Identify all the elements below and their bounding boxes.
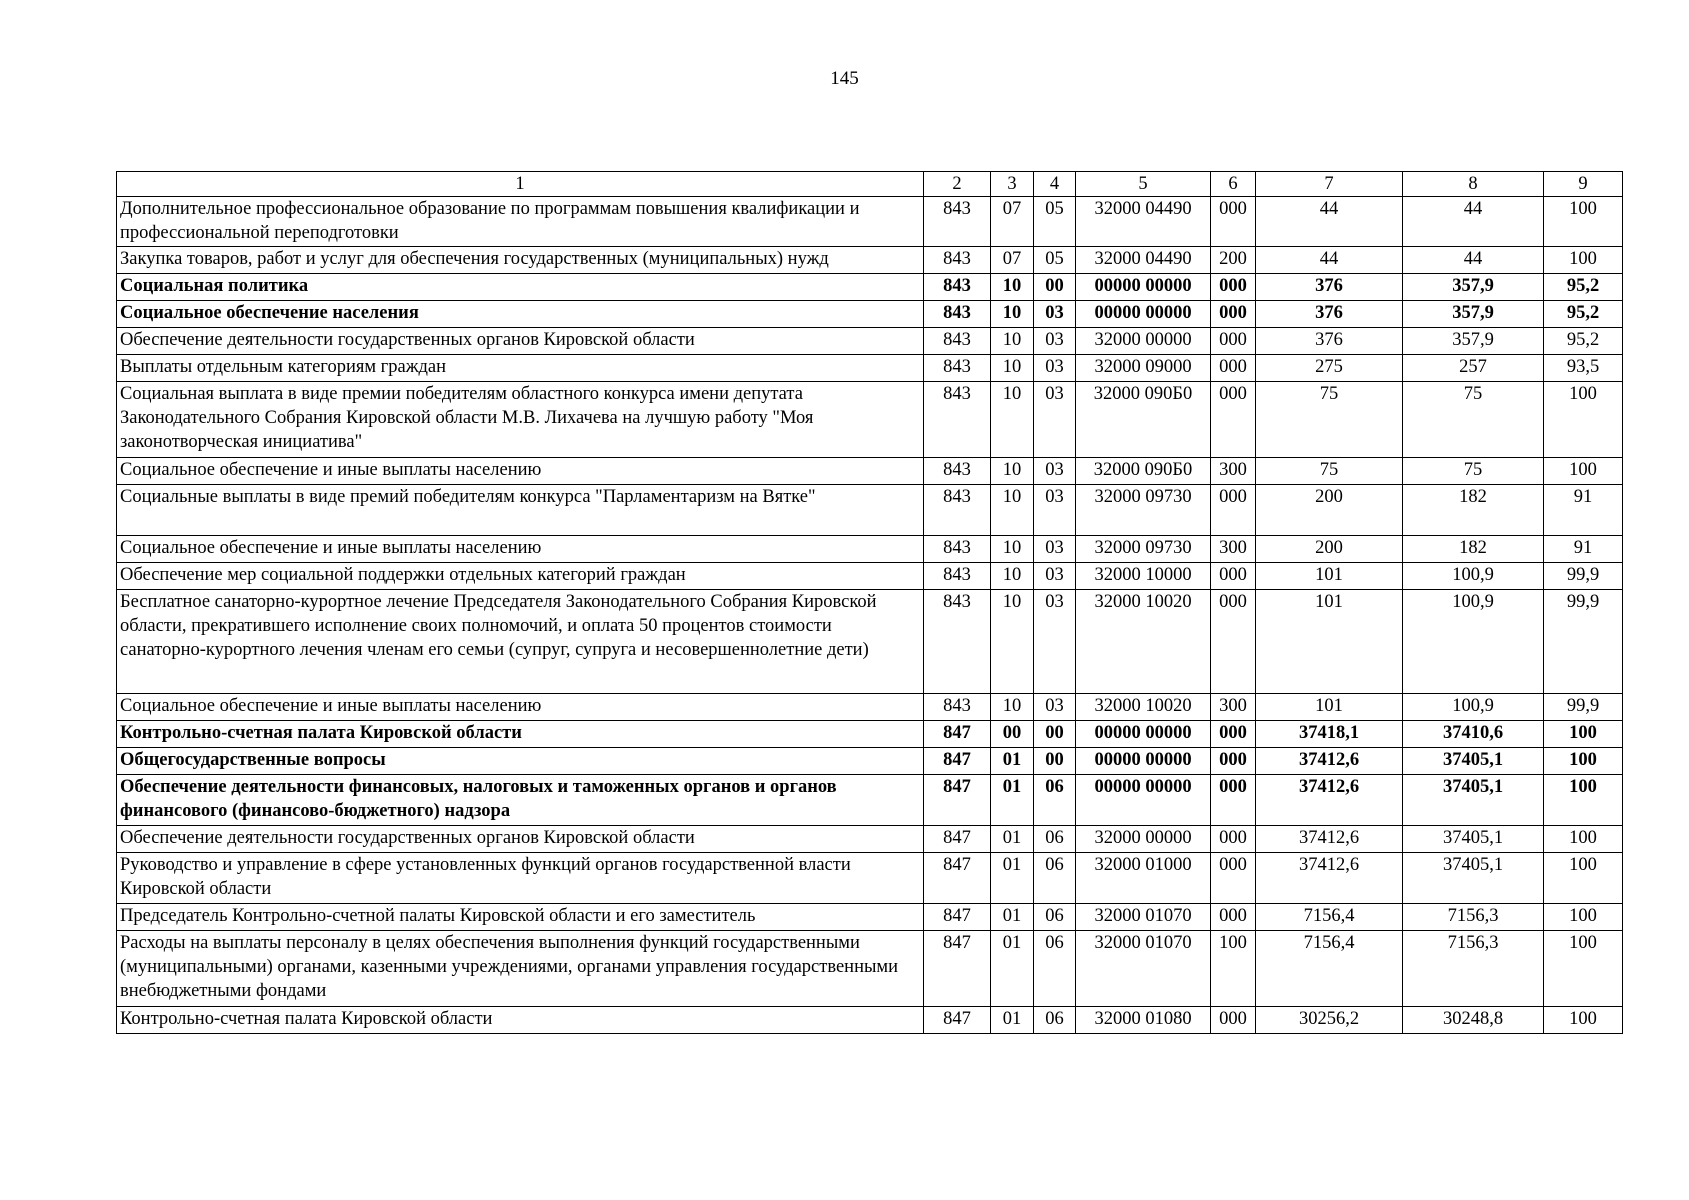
row-name-cell: Контрольно-счетная палата Кировской области [117,1007,924,1034]
target-article-cell: 00000 00000 [1076,721,1211,748]
division-cell: 05 [1034,247,1076,274]
percent-cell: 95,2 [1544,301,1623,328]
target-article-cell: 00000 00000 [1076,748,1211,775]
division-cell: 03 [1034,590,1076,694]
division-cell: 06 [1034,931,1076,1007]
plan-amount-cell: 30256,2 [1256,1007,1403,1034]
expense-type-cell: 000 [1211,904,1256,931]
section-code-cell: 847 [924,775,991,826]
subsection-cell: 07 [991,247,1034,274]
division-cell: 03 [1034,328,1076,355]
row-name-cell: Закупка товаров, работ и услуг для обеспечения государственных (муниципальных) нужд [117,247,924,274]
section-code-cell: 843 [924,274,991,301]
subsection-cell: 01 [991,775,1034,826]
expense-type-cell: 300 [1211,458,1256,485]
row-name-cell: Председатель Контрольно-счетной палаты Кировской области и его заместитель [117,904,924,931]
section-code-cell: 843 [924,694,991,721]
plan-amount-cell: 44 [1256,247,1403,274]
target-article-cell: 32000 10020 [1076,694,1211,721]
expense-type-cell: 000 [1211,301,1256,328]
expense-type-cell: 000 [1211,563,1256,590]
plan-amount-cell: 37412,6 [1256,853,1403,904]
expense-type-cell: 000 [1211,355,1256,382]
subsection-cell: 10 [991,694,1034,721]
table-row [117,721,1623,748]
row-name-cell: Расходы на выплаты персоналу в целях обеспечения выполнения функций государственными (муниципальными) органами, казенными учреждениями, органами управления государственными внебюджетными фондами [117,931,924,1007]
row-name-cell: Выплаты отдельным категориям граждан [117,355,924,382]
expense-type-cell: 200 [1211,247,1256,274]
table-row [117,197,1623,247]
row-name-cell: Бесплатное санаторно-курортное лечение Председателя Законодательного Собрания Кировской области, прекратившего исполнение своих полномочий, и оплата 50 процентов стоимости санаторно-курортного лечения членам его семьи (супруг, супруга и несовершеннолетние дети) [117,590,924,694]
actual-amount-cell: 7156,3 [1403,931,1544,1007]
target-article-cell: 32000 090Б0 [1076,458,1211,485]
subsection-cell: 01 [991,931,1034,1007]
division-cell: 03 [1034,563,1076,590]
subsection-cell: 01 [991,748,1034,775]
subsection-cell: 07 [991,197,1034,247]
target-article-cell: 32000 04490 [1076,247,1211,274]
subsection-cell: 01 [991,1007,1034,1034]
column-header: 6 [1211,172,1256,197]
expense-type-cell: 300 [1211,694,1256,721]
division-cell: 06 [1034,853,1076,904]
percent-cell: 100 [1544,382,1623,458]
target-article-cell: 00000 00000 [1076,274,1211,301]
table-body [117,197,1623,1034]
section-code-cell: 843 [924,197,991,247]
subsection-cell: 10 [991,590,1034,694]
actual-amount-cell: 357,9 [1403,328,1544,355]
row-name-cell: Социальное обеспечение и иные выплаты населению [117,536,924,563]
plan-amount-cell: 7156,4 [1256,904,1403,931]
section-code-cell: 847 [924,721,991,748]
subsection-cell: 10 [991,301,1034,328]
expense-type-cell: 000 [1211,775,1256,826]
subsection-cell: 00 [991,721,1034,748]
percent-cell: 93,5 [1544,355,1623,382]
subsection-cell: 01 [991,853,1034,904]
actual-amount-cell: 75 [1403,382,1544,458]
division-cell: 00 [1034,748,1076,775]
division-cell: 03 [1034,694,1076,721]
plan-amount-cell: 37412,6 [1256,826,1403,853]
plan-amount-cell: 37418,1 [1256,721,1403,748]
expense-type-cell: 000 [1211,382,1256,458]
section-code-cell: 843 [924,458,991,485]
section-code-cell: 843 [924,301,991,328]
table-row [117,931,1623,1007]
percent-cell: 100 [1544,931,1623,1007]
section-code-cell: 843 [924,355,991,382]
plan-amount-cell: 75 [1256,382,1403,458]
plan-amount-cell: 101 [1256,590,1403,694]
percent-cell: 100 [1544,748,1623,775]
actual-amount-cell: 100,9 [1403,590,1544,694]
column-header: 9 [1544,172,1623,197]
subsection-cell: 10 [991,458,1034,485]
row-name-cell: Социальное обеспечение и иные выплаты населению [117,458,924,485]
actual-amount-cell: 182 [1403,536,1544,563]
target-article-cell: 32000 09730 [1076,485,1211,536]
header-row [117,172,1623,197]
section-code-cell: 847 [924,1007,991,1034]
actual-amount-cell: 75 [1403,458,1544,485]
plan-amount-cell: 37412,6 [1256,748,1403,775]
target-article-cell: 32000 10020 [1076,590,1211,694]
target-article-cell: 32000 10000 [1076,563,1211,590]
percent-cell: 100 [1544,197,1623,247]
division-cell: 06 [1034,904,1076,931]
actual-amount-cell: 37405,1 [1403,775,1544,826]
row-name-cell: Социальное обеспечение населения [117,301,924,328]
actual-amount-cell: 37405,1 [1403,748,1544,775]
subsection-cell: 10 [991,485,1034,536]
section-code-cell: 843 [924,590,991,694]
target-article-cell: 32000 090Б0 [1076,382,1211,458]
target-article-cell: 32000 00000 [1076,826,1211,853]
division-cell: 06 [1034,1007,1076,1034]
division-cell: 06 [1034,775,1076,826]
percent-cell: 99,9 [1544,590,1623,694]
target-article-cell: 32000 09000 [1076,355,1211,382]
table-row [117,355,1623,382]
plan-amount-cell: 376 [1256,274,1403,301]
column-header: 4 [1034,172,1076,197]
percent-cell: 99,9 [1544,694,1623,721]
section-code-cell: 847 [924,853,991,904]
table-row [117,247,1623,274]
row-name-cell: Дополнительное профессиональное образование по программам повышения квалификации и профессиональной переподготовки [117,197,924,247]
division-cell: 03 [1034,458,1076,485]
row-name-cell: Руководство и управление в сфере установленных функций органов государственной власти Кировской области [117,853,924,904]
table-row [117,1007,1623,1034]
table-row [117,904,1623,931]
subsection-cell: 01 [991,904,1034,931]
actual-amount-cell: 357,9 [1403,301,1544,328]
percent-cell: 91 [1544,485,1623,536]
actual-amount-cell: 44 [1403,197,1544,247]
subsection-cell: 10 [991,536,1034,563]
plan-amount-cell: 200 [1256,536,1403,563]
table-row [117,536,1623,563]
table-row [117,826,1623,853]
division-cell: 03 [1034,382,1076,458]
division-cell: 00 [1034,721,1076,748]
row-name-cell: Обеспечение деятельности финансовых, налоговых и таможенных органов и органов финансового (финансово-бюджетного) надзора [117,775,924,826]
expense-type-cell: 000 [1211,1007,1256,1034]
target-article-cell: 32000 01080 [1076,1007,1211,1034]
plan-amount-cell: 101 [1256,563,1403,590]
percent-cell: 91 [1544,536,1623,563]
division-cell: 06 [1034,826,1076,853]
plan-amount-cell: 376 [1256,301,1403,328]
actual-amount-cell: 182 [1403,485,1544,536]
table-row [117,301,1623,328]
percent-cell: 95,2 [1544,274,1623,301]
division-cell: 00 [1034,274,1076,301]
percent-cell: 100 [1544,826,1623,853]
expense-type-cell: 300 [1211,536,1256,563]
target-article-cell: 32000 09730 [1076,536,1211,563]
target-article-cell: 32000 04490 [1076,197,1211,247]
column-header: 5 [1076,172,1211,197]
section-code-cell: 843 [924,563,991,590]
actual-amount-cell: 30248,8 [1403,1007,1544,1034]
target-article-cell: 00000 00000 [1076,301,1211,328]
column-header: 8 [1403,172,1544,197]
actual-amount-cell: 44 [1403,247,1544,274]
percent-cell: 95,2 [1544,328,1623,355]
expense-type-cell: 000 [1211,826,1256,853]
expense-type-cell: 000 [1211,485,1256,536]
row-name-cell: Социальное обеспечение и иные выплаты населению [117,694,924,721]
section-code-cell: 847 [924,904,991,931]
subsection-cell: 10 [991,355,1034,382]
actual-amount-cell: 37405,1 [1403,826,1544,853]
table-row [117,485,1623,536]
percent-cell: 99,9 [1544,563,1623,590]
percent-cell: 100 [1544,853,1623,904]
actual-amount-cell: 37405,1 [1403,853,1544,904]
percent-cell: 100 [1544,775,1623,826]
expense-type-cell: 000 [1211,721,1256,748]
plan-amount-cell: 275 [1256,355,1403,382]
division-cell: 03 [1034,485,1076,536]
actual-amount-cell: 7156,3 [1403,904,1544,931]
plan-amount-cell: 376 [1256,328,1403,355]
subsection-cell: 01 [991,826,1034,853]
table-row [117,853,1623,904]
subsection-cell: 10 [991,274,1034,301]
plan-amount-cell: 7156,4 [1256,931,1403,1007]
row-name-cell: Социальная выплата в виде премии победителям областного конкурса имени депутата Законодательного Собрания Кировской области М.В. Лихачева на лучшую работу "Моя законотворческая инициатива" [117,382,924,458]
expense-type-cell: 100 [1211,931,1256,1007]
target-article-cell: 32000 00000 [1076,328,1211,355]
expense-type-cell: 000 [1211,748,1256,775]
plan-amount-cell: 200 [1256,485,1403,536]
row-name-cell: Обеспечение деятельности государственных органов Кировской области [117,328,924,355]
page-number: 145 [830,68,859,89]
section-code-cell: 847 [924,931,991,1007]
percent-cell: 100 [1544,721,1623,748]
percent-cell: 100 [1544,458,1623,485]
row-name-cell: Социальные выплаты в виде премий победителям конкурса "Парламентаризм на Вятке" [117,485,924,536]
subsection-cell: 10 [991,328,1034,355]
table-row [117,382,1623,458]
subsection-cell: 10 [991,563,1034,590]
table-row [117,748,1623,775]
actual-amount-cell: 100,9 [1403,694,1544,721]
section-code-cell: 843 [924,247,991,274]
subsection-cell: 10 [991,382,1034,458]
column-header: 3 [991,172,1034,197]
row-name-cell: Общегосударственные вопросы [117,748,924,775]
section-code-cell: 843 [924,536,991,563]
actual-amount-cell: 357,9 [1403,274,1544,301]
division-cell: 03 [1034,355,1076,382]
row-name-cell: Обеспечение мер социальной поддержки отдельных категорий граждан [117,563,924,590]
table-row [117,590,1623,694]
column-header: 1 [117,172,924,197]
expense-type-cell: 000 [1211,274,1256,301]
plan-amount-cell: 44 [1256,197,1403,247]
row-name-cell: Контрольно-счетная палата Кировской области [117,721,924,748]
row-name-cell: Обеспечение деятельности государственных органов Кировской области [117,826,924,853]
percent-cell: 100 [1544,904,1623,931]
row-name-cell: Социальная политика [117,274,924,301]
actual-amount-cell: 100,9 [1403,563,1544,590]
actual-amount-cell: 37410,6 [1403,721,1544,748]
table-row [117,458,1623,485]
plan-amount-cell: 101 [1256,694,1403,721]
section-code-cell: 843 [924,485,991,536]
table-row [117,328,1623,355]
section-code-cell: 847 [924,748,991,775]
expense-type-cell: 000 [1211,328,1256,355]
plan-amount-cell: 37412,6 [1256,775,1403,826]
table-row [117,775,1623,826]
target-article-cell: 00000 00000 [1076,775,1211,826]
percent-cell: 100 [1544,1007,1623,1034]
column-header: 2 [924,172,991,197]
target-article-cell: 32000 01000 [1076,853,1211,904]
column-header: 7 [1256,172,1403,197]
target-article-cell: 32000 01070 [1076,904,1211,931]
table-row [117,694,1623,721]
division-cell: 03 [1034,536,1076,563]
division-cell: 03 [1034,301,1076,328]
section-code-cell: 847 [924,826,991,853]
target-article-cell: 32000 01070 [1076,931,1211,1007]
expense-type-cell: 000 [1211,197,1256,247]
plan-amount-cell: 75 [1256,458,1403,485]
section-code-cell: 843 [924,328,991,355]
section-code-cell: 843 [924,382,991,458]
table-row [117,563,1623,590]
expense-type-cell: 000 [1211,590,1256,694]
percent-cell: 100 [1544,247,1623,274]
division-cell: 05 [1034,197,1076,247]
expense-type-cell: 000 [1211,853,1256,904]
table-row [117,274,1623,301]
budget-table [116,171,1623,1034]
actual-amount-cell: 257 [1403,355,1544,382]
